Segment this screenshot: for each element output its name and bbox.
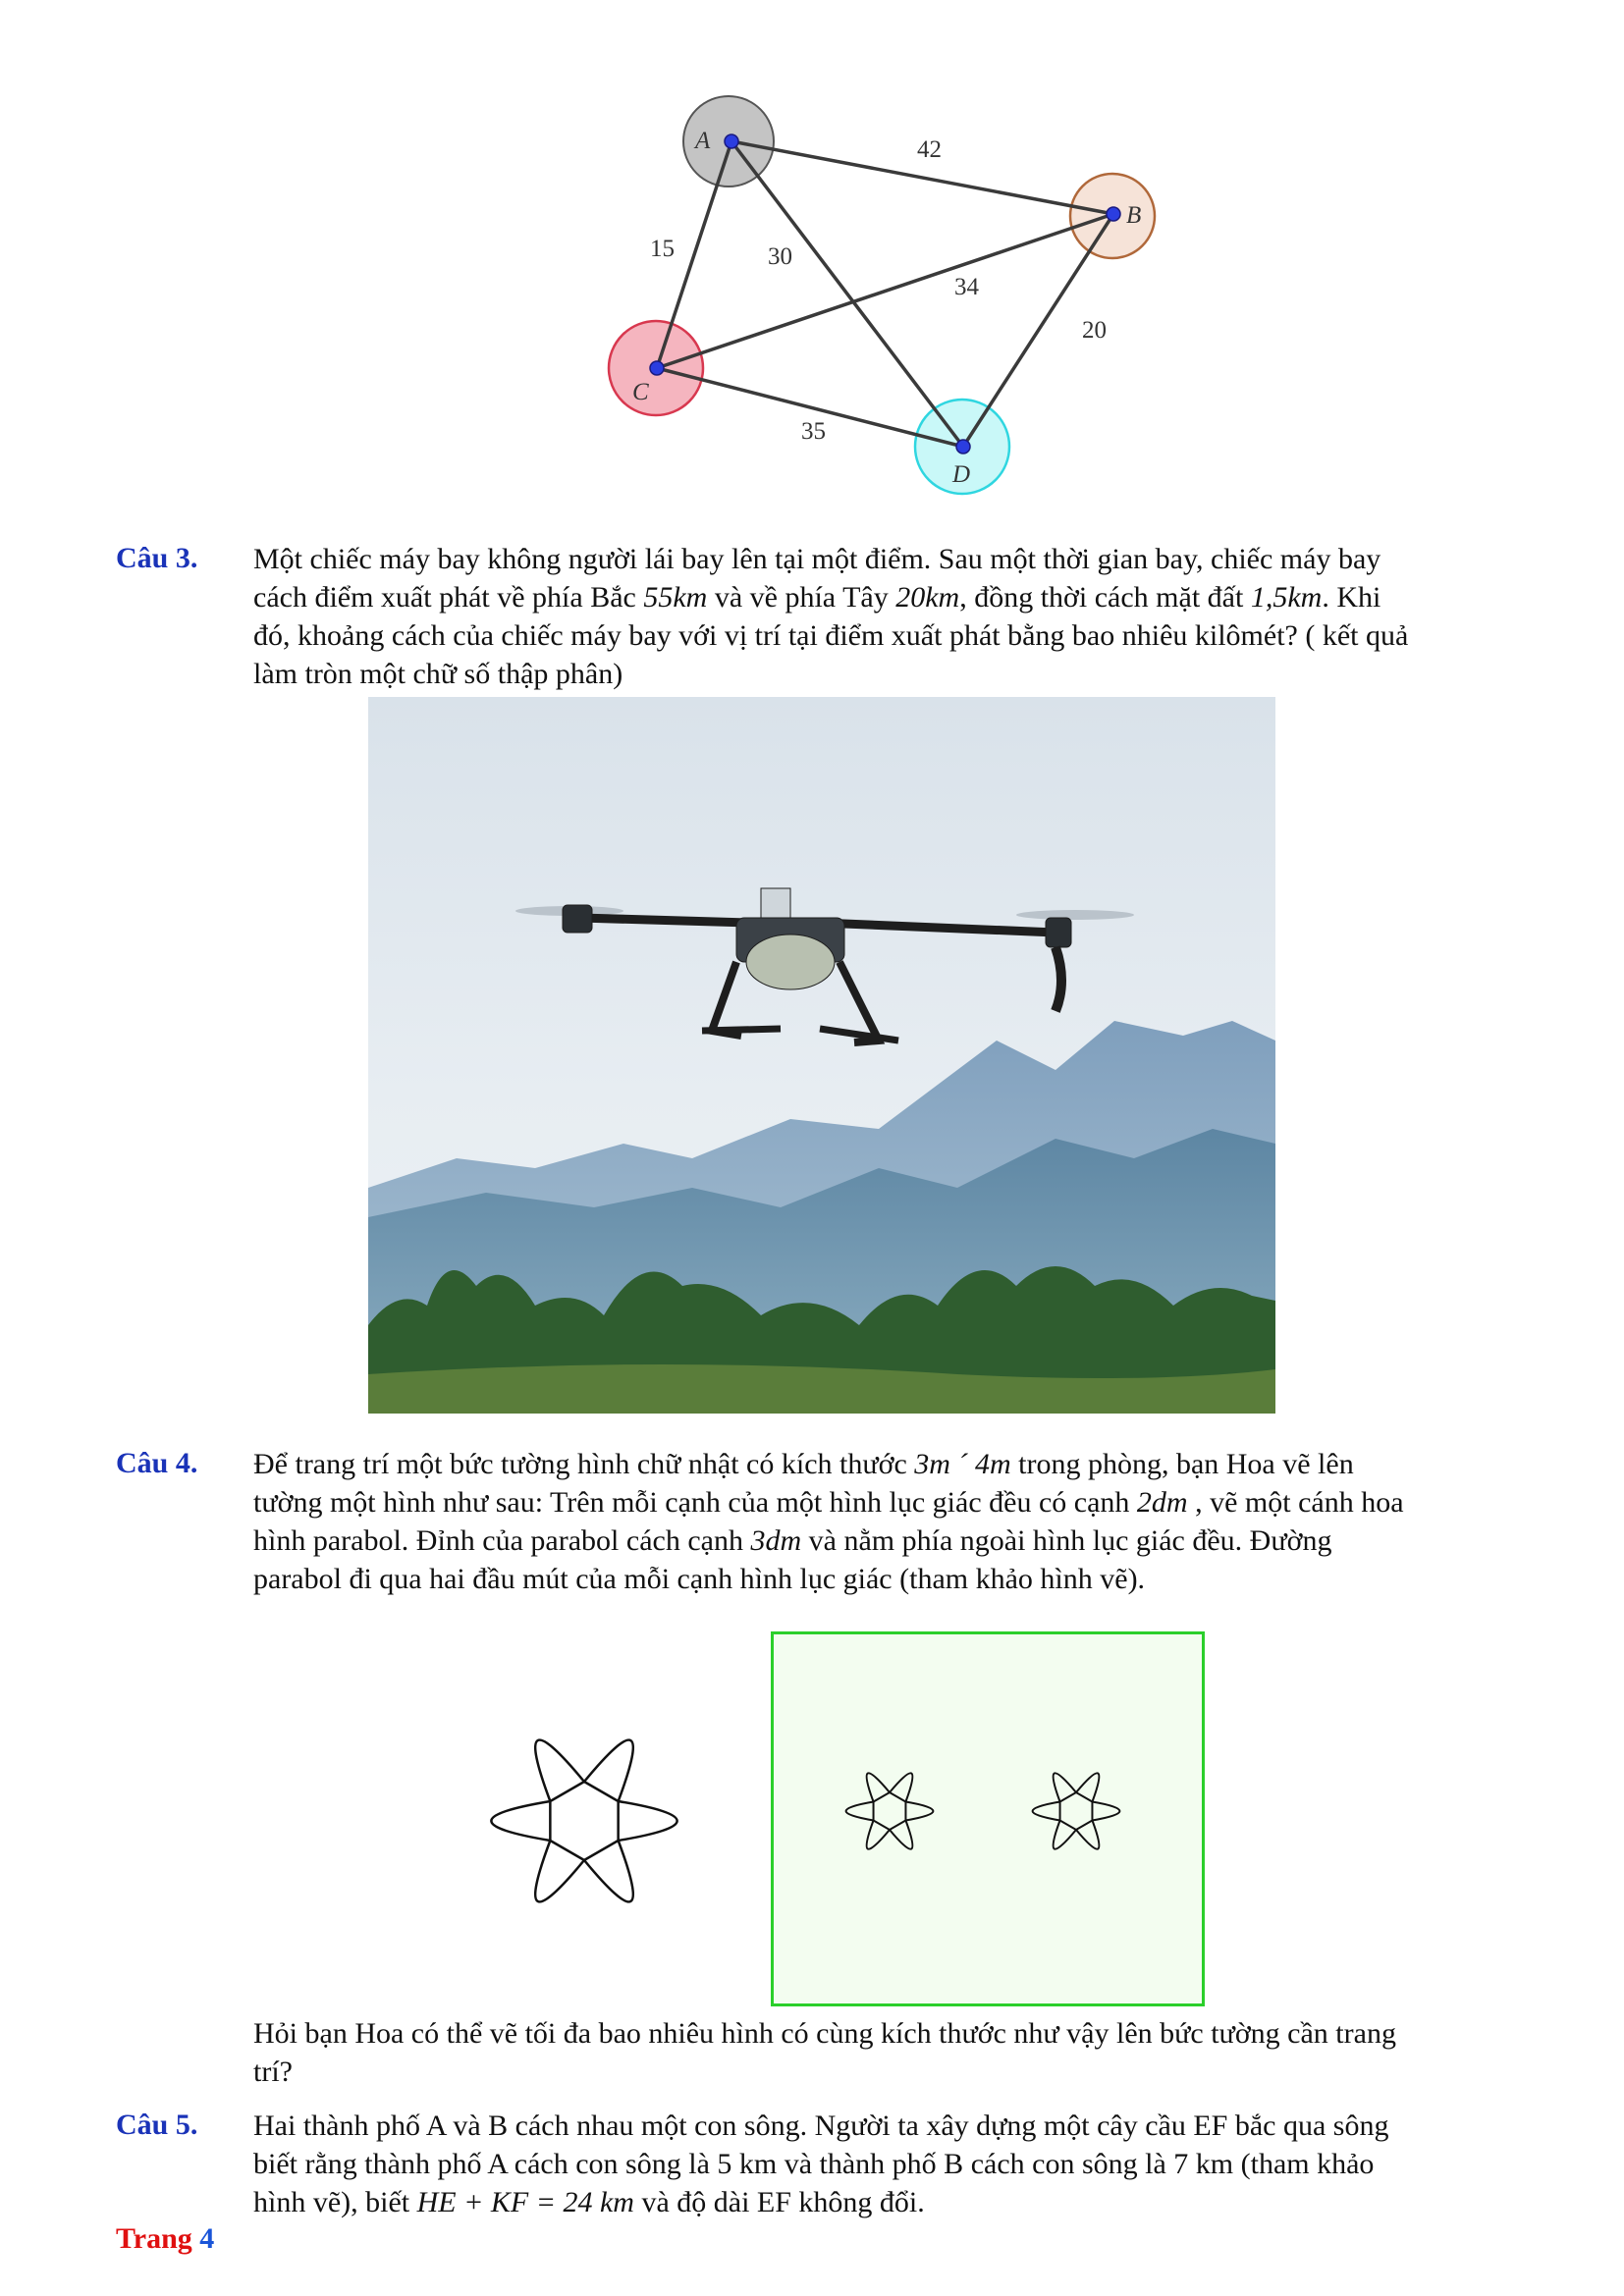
q4-line-2 [253,1483,1540,1522]
node-a-label: A [695,128,711,154]
edge-ad [731,141,963,447]
q4-parabol-height: 3dm [750,1524,802,1557]
q5-line-2: biết rằng thành phố A cách con sông là 5 km và thành phố B cách con sông là 7 km (tham khảo [253,2148,1375,2180]
question-4-ask [253,2014,1540,2091]
q4-wall-size: 3m ´ 4m [914,1448,1011,1480]
wall-rectangle [771,1631,1205,2006]
node-b-point [1107,207,1120,221]
drone [515,888,1134,1042]
node-c-point [650,361,664,375]
q4-line-1-b: trong phòng, bạn Hoa vẽ lên [1018,1448,1354,1480]
q4-line-4: parabol đi qua hai đầu mút của mỗi cạnh hình lục giác (tham khảo hình vẽ). [253,1563,1146,1595]
distance-graph [589,83,1218,506]
node-a-point [725,134,738,148]
edge-ac-label: 15 [650,236,675,262]
q3-line-2-c: , đồng thời cách mặt đất [959,581,1244,614]
edge-bc-label: 34 [954,274,979,300]
q3-line-2-b: và về phía Tây [714,581,889,614]
q4-line-1-a: Để trang trí một bức tường hình chữ nhật có kích thước [253,1448,907,1480]
node-d-point [956,440,970,454]
q5-line-3-a: hình vẽ), biết [253,2186,410,2218]
q4-line-3-a: hình parabol. Đỉnh của parabol cách cạnh [253,1524,743,1557]
drone-photo [368,697,1275,1414]
q5-line-3 [253,2183,1540,2221]
q3-line-2 [253,578,1540,616]
q5-line-1: Hai thành phố A và B cách nhau một con sông. Người ta xây dựng một cây cầu EF bắc qua sông [253,2109,1389,2142]
edge-ab-label: 42 [917,136,942,163]
question-4-label: Câu 4. [116,1447,198,1479]
flower-outline [1033,1773,1120,1848]
q4-ask-line-1: Hỏi bạn Hoa có thể vẽ tối đa bao nhiêu hình có cùng kích thước như vậy lên bức tường cần trang [253,2017,1396,2050]
question-3-label: Câu 3. [116,542,198,574]
page-number: 4 [199,2222,215,2255]
q3-line-1: Một chiếc máy bay không người lái bay lên tại một điểm. Sau một thời gian bay, chiếc máy bay [253,543,1381,575]
flower-outline [846,1773,934,1848]
q4-hexagon-side: 2dm [1136,1486,1188,1519]
footer-label: Trang [116,2222,192,2255]
q3-line-2-d: . Khi [1322,581,1381,614]
drone-scene-illustration [368,697,1275,1414]
question-5-text [253,2107,1540,2221]
q3-value-west: 20km [895,581,960,614]
q5-formula: HE + KF = 24 km [416,2186,634,2218]
page-footer [116,2222,214,2256]
q4-ask-line-2: trí? [253,2056,293,2088]
q4-line-1 [253,1445,1540,1483]
edge-ad-label: 30 [768,243,792,270]
flower-figure-small-1 [831,1752,948,1870]
node-c-label: C [632,379,649,405]
flower-figure-small-2 [1017,1752,1135,1870]
flower-outline [491,1740,677,1902]
question-3-text [253,540,1540,693]
q4-line-2-a: tường một hình như sau: Trên mỗi cạnh của một hình lục giác đều có cạnh [253,1486,1130,1519]
q4-line-3-b: và nằm phía ngoài hình lục giác đều. Đường [808,1524,1332,1557]
flower-figure-large [461,1708,707,1934]
q3-line-2-a: cách điểm xuất phát về phía Bắc [253,581,636,614]
q3-value-north: 55km [643,581,708,614]
q5-line-3-b: và độ dài EF không đổi. [641,2186,925,2218]
node-d-label: D [952,461,971,488]
q3-value-height: 1,5km [1250,581,1323,614]
q4-line-2-b: , vẽ một cánh hoa [1195,1486,1404,1519]
question-4-text [253,1445,1540,1598]
q3-line-4: làm tròn một chữ số thập phân) [253,658,623,690]
node-b-label: B [1126,202,1142,229]
q3-line-3: đó, khoảng cách của chiếc máy bay với vị trí tại điểm xuất phát bằng bao nhiêu kilômét? ( kết quả [253,619,1409,652]
edge-bd-label: 20 [1082,317,1107,344]
edge-cd-label: 35 [801,418,826,445]
q4-line-3 [253,1522,1540,1560]
question-5-label: Câu 5. [116,2109,198,2141]
